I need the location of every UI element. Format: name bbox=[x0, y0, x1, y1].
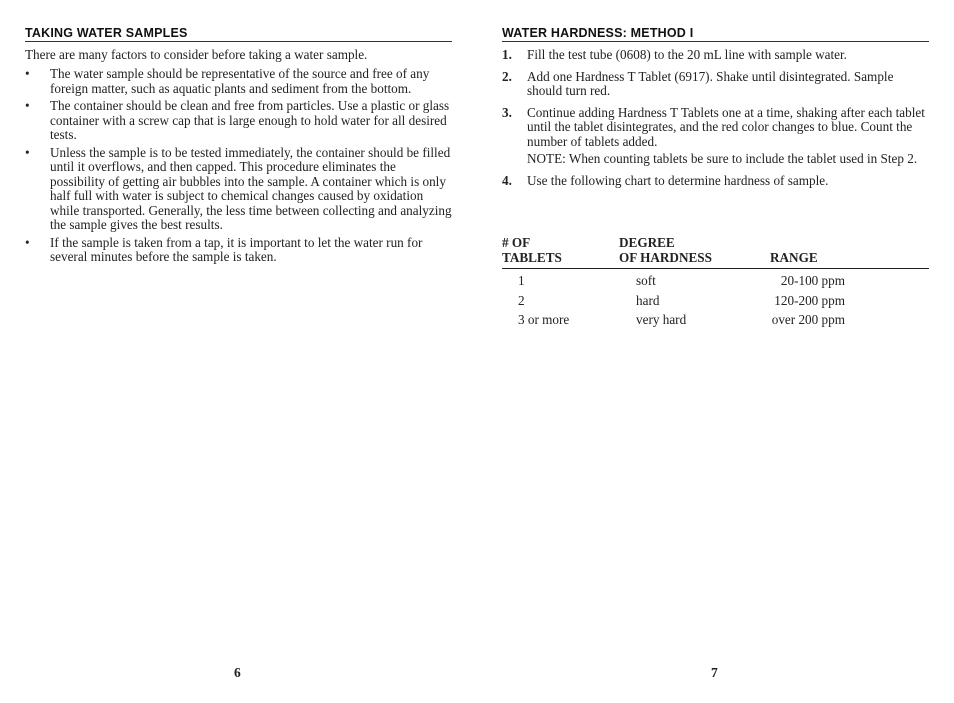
list-item bbox=[25, 67, 452, 96]
hardness-table-header bbox=[502, 236, 929, 269]
cell-tablets: 2 bbox=[518, 292, 525, 308]
cell-tablets: 1 bbox=[518, 273, 525, 288]
page-number-left: 6 bbox=[234, 665, 241, 680]
header-degree bbox=[619, 236, 712, 265]
step-text: Use the following chart to determine hardness of sample. bbox=[527, 172, 829, 188]
header-tablets-line2: TABLETS bbox=[502, 249, 562, 265]
left-page bbox=[25, 0, 452, 703]
step-text: Continue adding Hardness T Tablets one at a time, shaking after each tablet until the tablet disintegrates, and the red color changes to blue. Count the number of tablets added. bbox=[527, 104, 925, 149]
bullet-text: The container should be clean and free from particles. Use a plastic or glass container with a screw cap that is large enough to hold water for all desired tests. bbox=[50, 98, 450, 142]
table-row bbox=[502, 313, 929, 333]
step-item bbox=[502, 48, 929, 63]
cell-degree: hard bbox=[636, 292, 660, 308]
page-number-right: 7 bbox=[711, 665, 718, 680]
header-tablets-line1: # OF bbox=[502, 235, 531, 250]
header-tablets bbox=[502, 236, 562, 265]
step-number: 3. bbox=[502, 104, 512, 120]
cell-range: 120-200 ppm bbox=[774, 292, 845, 308]
step-item bbox=[502, 174, 929, 189]
hardness-table-body bbox=[502, 274, 929, 333]
cell-range: 20-100 ppm bbox=[780, 273, 845, 288]
section-heading: WATER HARDNESS: METHOD I bbox=[502, 26, 929, 42]
step-number: 2. bbox=[502, 68, 512, 84]
step-number: 1. bbox=[502, 47, 512, 62]
table-row bbox=[502, 274, 929, 294]
header-range: RANGE bbox=[770, 249, 818, 265]
bullet-text: The water sample should be representative of the source and free of any foreign matter, such as aquatic plants and sediment from the bottom. bbox=[50, 66, 430, 96]
step-item bbox=[502, 70, 929, 99]
steps-list bbox=[502, 48, 929, 195]
list-item bbox=[25, 146, 452, 233]
cell-degree: very hard bbox=[636, 312, 687, 327]
step-text: Fill the test tube (0608) to the 20 mL line with sample water. bbox=[527, 47, 847, 62]
step-number: 4. bbox=[502, 172, 512, 188]
list-item bbox=[25, 99, 452, 143]
header-degree-line1: DEGREE bbox=[619, 235, 675, 250]
section-heading: TAKING WATER SAMPLES bbox=[25, 26, 452, 42]
cell-degree: soft bbox=[636, 273, 656, 288]
header-degree-line2: OF HARDNESS bbox=[619, 249, 712, 265]
bullet-text: If the sample is taken from a tap, it is important to let the water run for several minutes before the sample is taken. bbox=[50, 234, 423, 264]
bullet-icon: • bbox=[25, 98, 30, 113]
bullet-icon: • bbox=[25, 234, 30, 250]
list-item bbox=[25, 236, 452, 265]
table-row bbox=[502, 294, 929, 314]
bullet-icon: • bbox=[25, 66, 30, 81]
intro-paragraph: There are many factors to consider before taking a water sample. bbox=[25, 47, 368, 62]
bullet-icon: • bbox=[25, 144, 30, 160]
cell-range: over 200 ppm bbox=[771, 312, 845, 327]
step-note: NOTE: When counting tablets be sure to include the tablet used in Step 2. bbox=[527, 151, 918, 166]
bullet-list bbox=[25, 67, 452, 268]
cell-tablets: 3 or more bbox=[518, 312, 570, 327]
step-item bbox=[502, 106, 929, 167]
right-page bbox=[502, 0, 929, 703]
bullet-text: Unless the sample is to be tested immediately, the container should be filled until it overflows, and then capped. This procedure eliminates the possibility of getting air bubbles into the sample. A container which is only half full with water is subject to chemical changes caused by oxidation while transported. Generally, the less time between collecting and analyzing the sample gives the best results. bbox=[50, 144, 452, 232]
step-text: Add one Hardness T Tablet (6917). Shake until disintegrated. Sample should turn red. bbox=[527, 68, 894, 98]
